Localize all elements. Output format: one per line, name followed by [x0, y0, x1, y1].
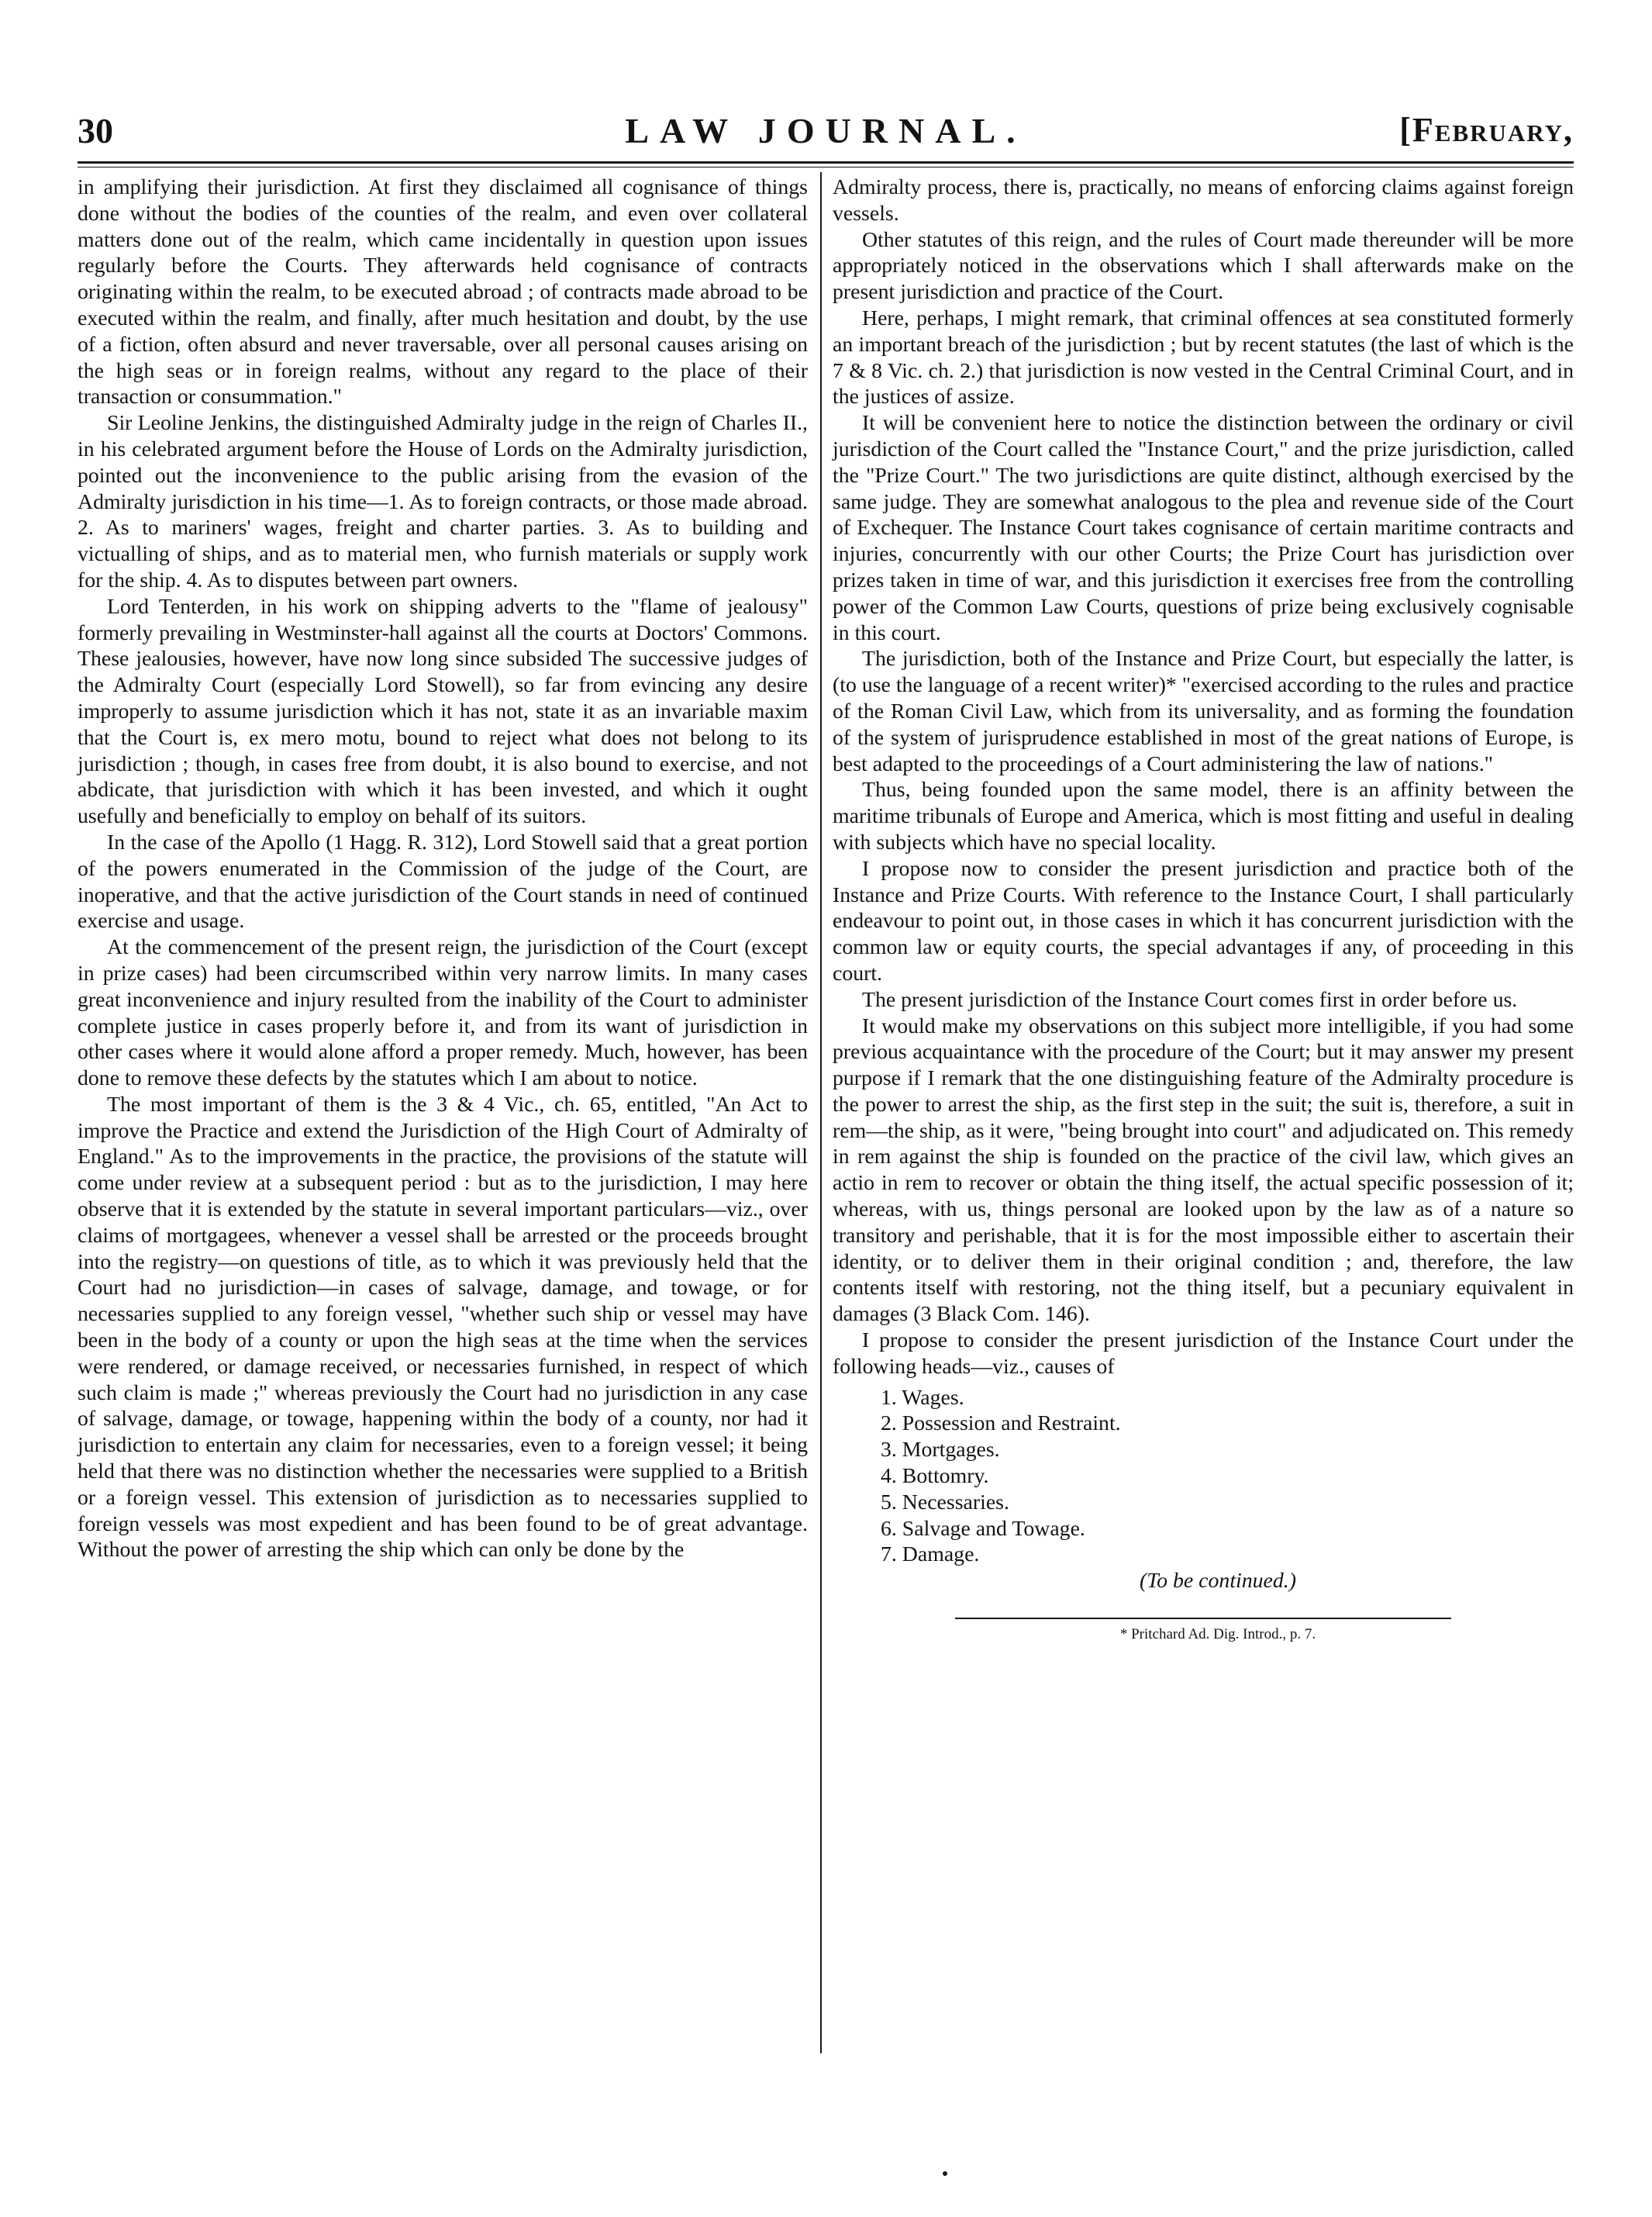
list-item: 1. Wages. [881, 1385, 964, 1410]
paragraph: It would make my observations on this subject more intelligible, if you had some previous acquaintance with the procedure of the Court; but it may answer my present purpose if I remark that the one distinguishing feature of the Admiralty procedure is the power to arrest the ship, as the first step in the suit; the suit is, therefore, a suit in rem—the ship, as it were, "being brought into court" and adjudicated on. This remedy in rem against the ship is founded on the practice of the civil law, which gives an actio in rem to recover or obtain the thing itself, the actual specific possession of it; whereas, with us, things personal are looked upon by the law as of a nature so transitory and perishable, that it is for the most impossible either to ascertain their identity, or to deliver them in their original condition ; and, therefore, the law contents itself with restoring, not the thing itself, but a pecuniary equivalent in damages (3 Black Com. 146). [833, 1014, 1574, 1327]
paragraph: Lord Tenterden, in his work on shipping adverts to the "flame of jealousy" formerly prevailing in Westminster-hall against all the courts at Doctors' Commons. These jealousies, however, have now long since subsided The successive judges of the Admiralty Court (especially Lord Stowell), so far from evincing any desire improperly to assume jurisdiction which it has not, state it as an invariable maxim that the Court is, ex mero motu, bound to reject what does not belong to its jurisdiction ; though, in cases free from doubt, it is also bound to exercise, and not abdicate, that jurisdiction with which it has been invested, and which it ought usefully and beneficially to employ on behalf of its suitors. [78, 594, 808, 829]
paragraph: in amplifying their jurisdiction. At first they disclaimed all cognisance of things done without the bodies of the counties of the realm, and even over collateral matters done out of the realm, which came incidentally in question upon issues regularly before the Courts. They afterwards held cognisance of contracts originating within the realm, to be executed abroad ; of contracts made abroad to be executed within the realm, and finally, after much hesitation and doubt, by the use of a fiction, often absurd and never traversable, over all personal causes arising on the high seas or in foreign realms, without any regard to the place of their transaction or consummation." [78, 175, 808, 409]
paragraph: It will be convenient here to notice the distinction between the ordinary or civil jurisdiction of the Court called the "Instance Court," and the prize jurisdiction, called the "Prize Court." The two jurisdictions are quite distinct, although exercised by the same judge. They are somewhat analogous to the plea and revenue side of the Court of Exchequer. The Instance Court takes cognisance of certain maritime contracts and injuries, concurrently with our other Courts; the Prize Court has jurisdiction over prizes taken in time of war, and this jurisdiction it exercises free from the controlling power of the Common Law Courts, questions of prize being exclusively cognisable in this court. [833, 411, 1574, 645]
list-item: 4. Bottomry. [881, 1464, 989, 1489]
paragraph: I propose to consider the present jurisdiction of the Instance Court under the following heads—viz., causes of [833, 1328, 1574, 1379]
stray-mark [943, 2171, 947, 2176]
column-divider [820, 172, 822, 2053]
paragraph: Admiralty process, there is, practically, no means of enforcing claims against foreign vessels. [833, 175, 1574, 226]
left-column [78, 174, 808, 1563]
paragraph: The jurisdiction, both of the Instance and Prize Court, but especially the latter, is (to use the language of a recent writer)* "exercised according to the rules and practice of the Roman Civil Law, which from its universality, and as forming the foundation of the system of jurisprudence established in most of the great nations of Europe, is best adapted to the proceedings of a Court administering the law of nations." [833, 647, 1574, 776]
list-item: 3. Mortgages. [881, 1438, 1000, 1462]
right-column [833, 174, 1574, 1644]
page-number: 30 [78, 111, 113, 150]
list-item: 7. Damage. [881, 1542, 980, 1567]
issue-month: [February, [1399, 111, 1574, 149]
paragraph: Here, perhaps, I might remark, that criminal offences at sea constituted formerly an important breach of the jurisdiction ; but by recent statutes (the last of which is the 7 & 8 Vic. ch. 2.) that jurisdiction is now vested in the Central Criminal Court, and in the justices of assize. [833, 306, 1574, 409]
paragraph: At the commencement of the present reign, the jurisdiction of the Court (except in prize cases) had been circumscribed within very narrow limits. In many cases great inconvenience and injury resulted from the inability of the Court to administer complete justice in cases properly before it, and from its want of jurisdiction in other cases where it would alone afford a proper remedy. Much, however, has been done to remove these defects by the statutes which I am about to notice. [78, 935, 808, 1091]
paragraph: The present jurisdiction of the Instance Court comes first in order before us. [862, 987, 1518, 1012]
to-be-continued: (To be continued.) [1139, 1569, 1297, 1594]
footnote: * Pritchard Ad. Dig. Introd., p. 7. [1119, 1626, 1316, 1643]
paragraph: Thus, being founded upon the same model, there is an affinity between the maritime tribunals of Europe and America, which is most fitting and useful in dealing with subjects which have no special locality. [833, 778, 1574, 855]
heads-list [881, 1385, 1574, 1569]
paragraph: In the case of the Apollo (1 Hagg. R. 312), Lord Stowell said that a great portion of the powers enumerated in the Commission of the judge of the Court, are inoperative, and that the active jurisdiction of the Court stands in need of continued exercise and usage. [78, 830, 808, 934]
list-item: 2. Possession and Restraint. [881, 1411, 1121, 1436]
paragraph: Sir Leoline Jenkins, the distinguished Admiralty judge in the reign of Charles II., in his celebrated argument before the House of Lords on the Admiralty jurisdiction, pointed out the inconvenience to the public arising from the evasion of the Admiralty jurisdiction in his time—1. As to foreign contracts, or those made abroad. 2. As to mariners' wages, freight and charter parties. 3. As to building and victualling of ships, and as to material men, who furnish materials or supply work for the ship. 4. As to disputes between part owners. [78, 411, 808, 592]
page-header [78, 110, 1574, 157]
paragraph: I propose now to consider the present jurisdiction and practice both of the Instance and Prize Courts. With reference to the Instance Court, I shall particularly endeavour to point out, in those cases in which it has concurrent jurisdiction with the common law or equity courts, the special advantages if any, of proceeding in this court. [833, 856, 1574, 986]
footnote-rule [955, 1618, 1451, 1619]
paragraph: Other statutes of this reign, and the rules of Court made thereunder will be more appropriately noticed in the observations which I shall afterwards make on the present jurisdiction and practice of the Court. [833, 227, 1574, 305]
header-rule [78, 161, 1574, 164]
list-item: 6. Salvage and Towage. [881, 1516, 1085, 1541]
paragraph: The most important of them is the 3 & 4 Vic., ch. 65, entitled, "An Act to improve the Practice and extend the Jurisdiction of the High Court of Admiralty of England." As to the improvements in the practice, the provisions of the statute will come under review at a subsequent period : but as to the jurisdiction, I may here observe that it is extended by the statute in several important particulars—viz., over claims of mortgagees, whenever a vessel shall be arrested or the proceeds brought into the registry—on questions of title, as to which it was previously held that the Court had no jurisdiction—in cases of salvage, damage, and towage, or for necessaries supplied to any foreign vessel, "whether such ship or vessel may have been in the body of a county or upon the high seas at the time when the services were rendered, or damage received, or necessaries furnished, in respect of which such claim is made ;" whereas previously the Court had no jurisdiction in any case of salvage, damage, or towage, happening within the body of a county, nor had it jurisdiction to entertain any claim for necessaries, even to a foreign vessel; it being held that there was no distinction whether the necessaries were supplied to a British or a foreign vessel. This extension of jurisdiction as to necessaries supplied to foreign vessels was most expedient and has been found to be of great advantage. Without the power of arresting the ship which can only be done by the [78, 1092, 808, 1563]
journal-title: LAW JOURNAL. [625, 111, 1026, 150]
list-item: 5. Necessaries. [881, 1490, 1009, 1514]
